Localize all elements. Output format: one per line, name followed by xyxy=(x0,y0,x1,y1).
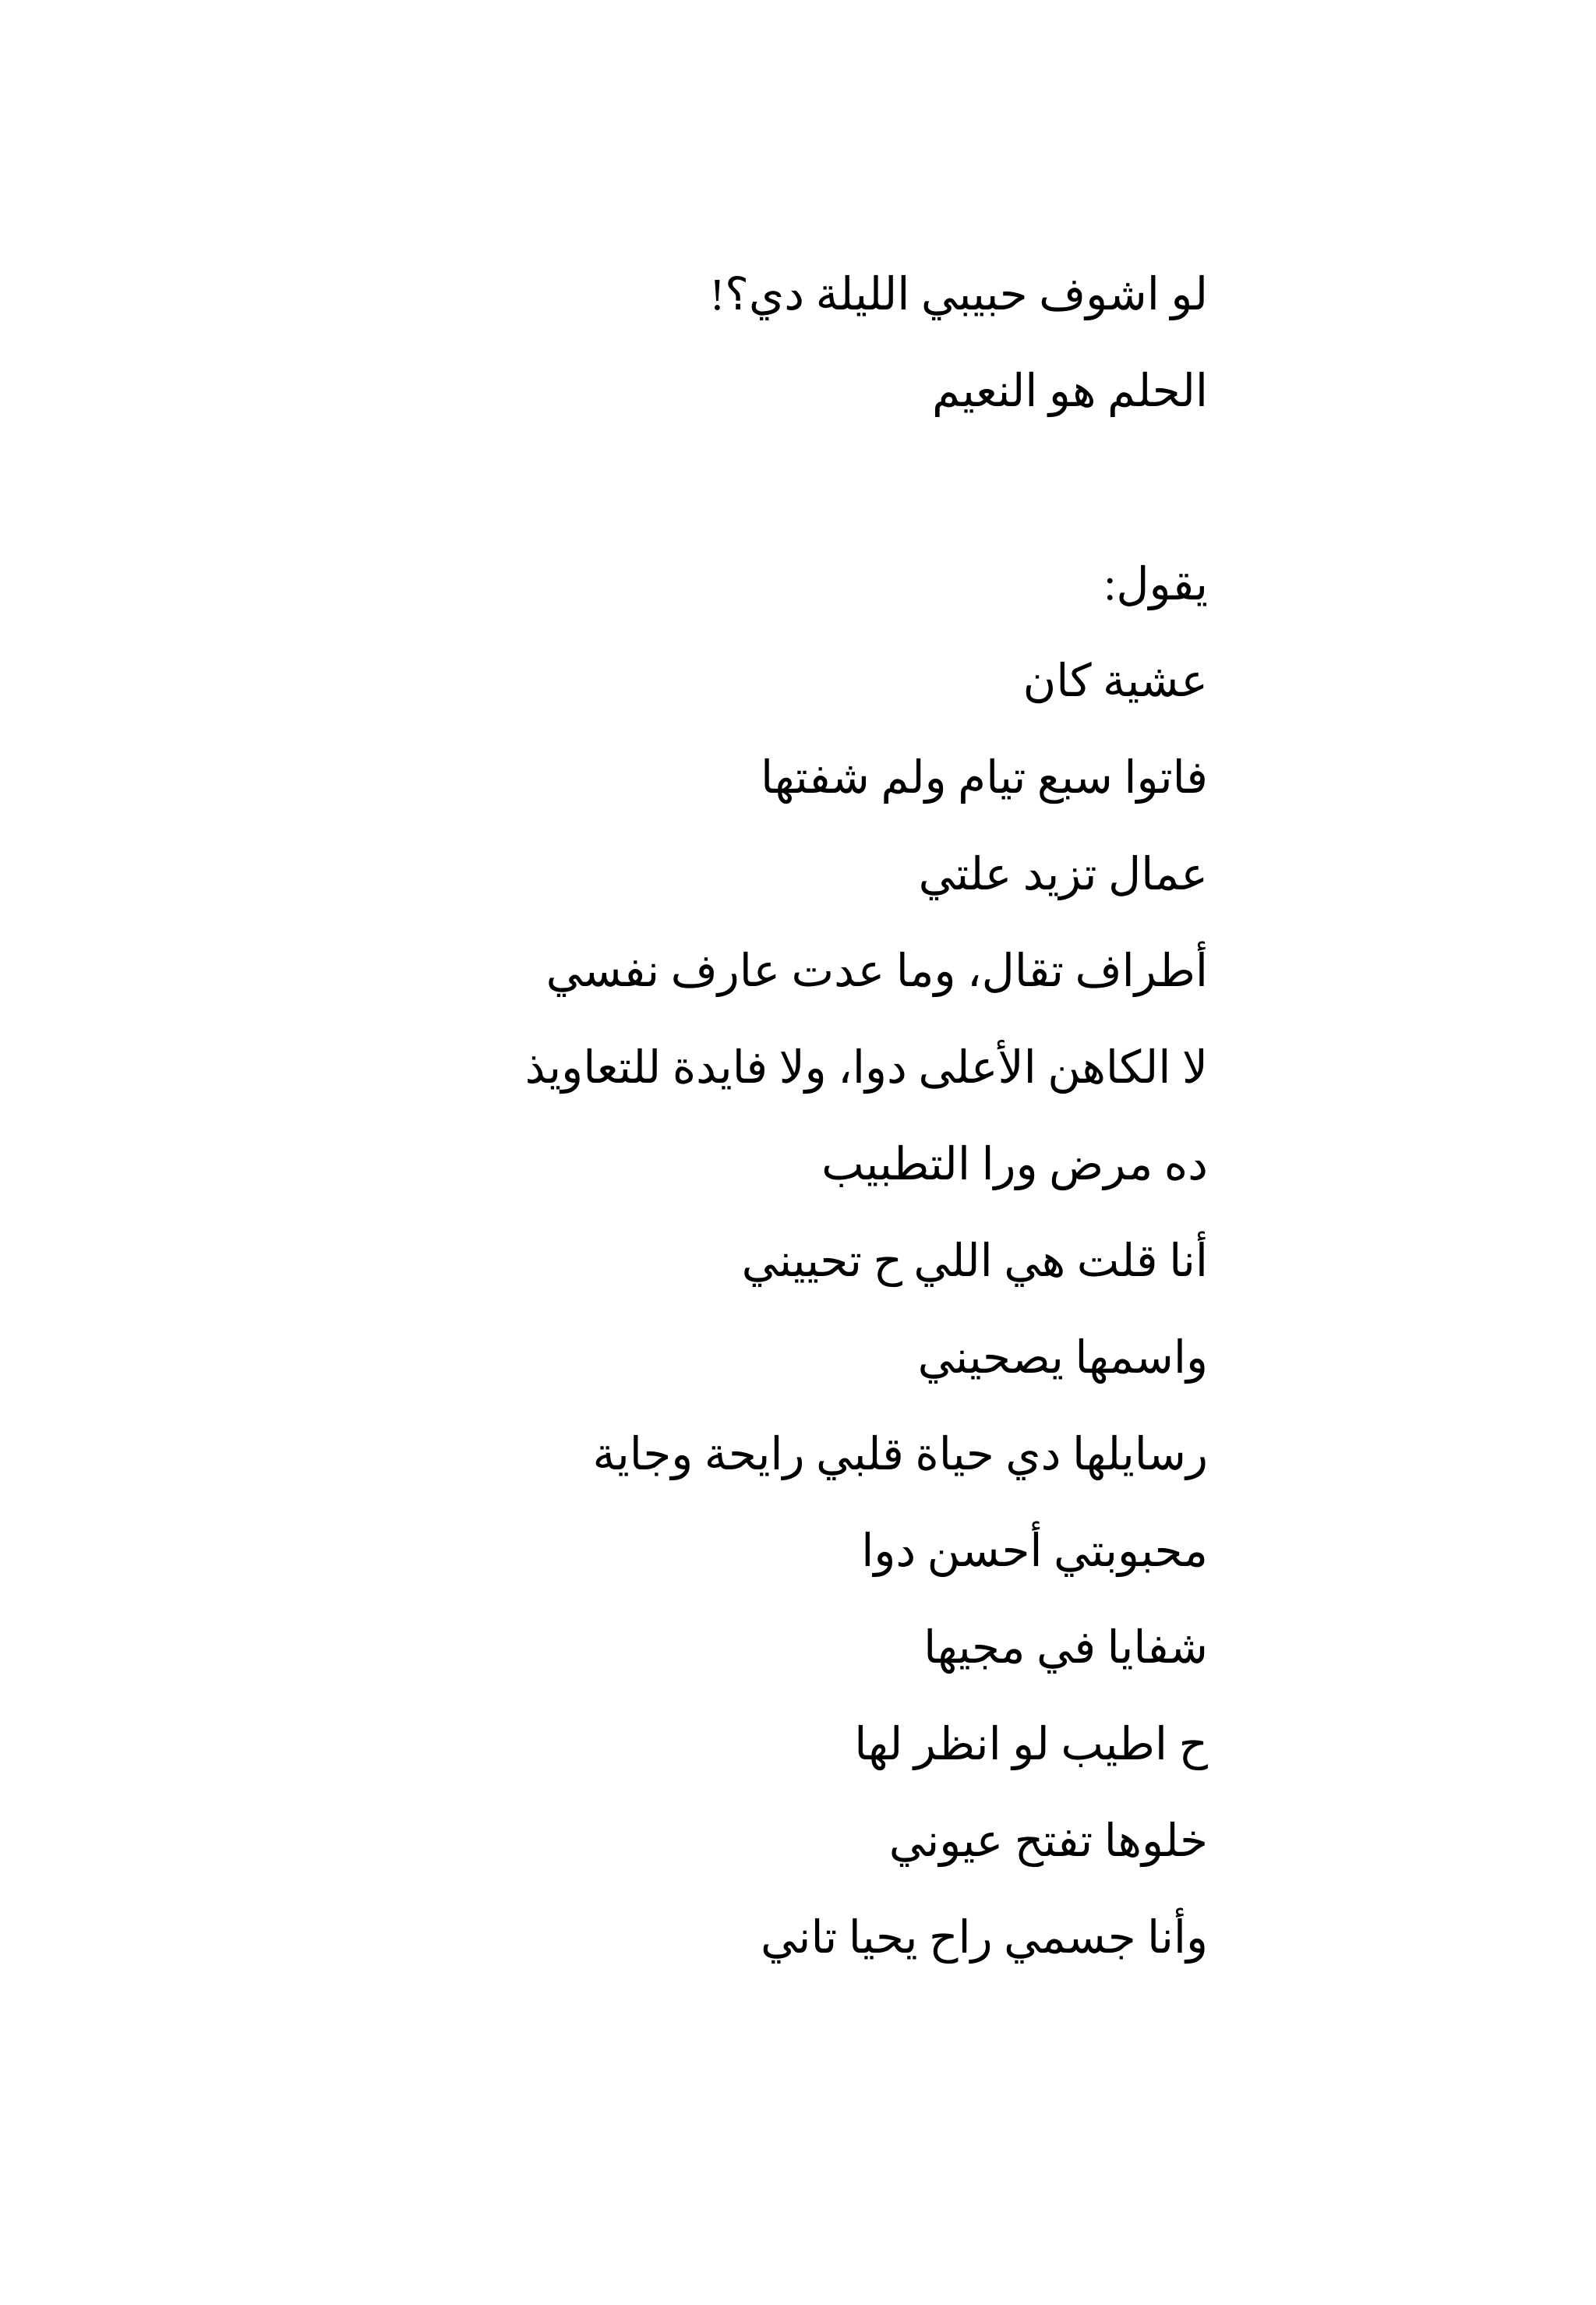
poem-line: أنا قلت هي اللي ح تحييني xyxy=(741,1236,1208,1286)
poem-line: يقول: xyxy=(1103,559,1208,610)
subtitle-line: الحلم هو النعيم xyxy=(932,366,1208,416)
poem-text xyxy=(351,246,1208,1986)
poem-line: ح اطيب لو انظر لها xyxy=(854,1719,1208,1769)
poem-line: لا الكاهن الأعلى دوا، ولا فايدة للتعاويذ xyxy=(524,1042,1208,1093)
poem-line: شفايا في مجيها xyxy=(923,1622,1208,1673)
poem-line: وأنا جسمي راح يحيا تاني xyxy=(760,1912,1208,1963)
poem-line: ده مرض ورا التطبيب xyxy=(821,1139,1208,1190)
poem-line: خلوها تفتح عيوني xyxy=(888,1815,1208,1866)
title-line: لو اشوف حبيبي الليلة دي؟! xyxy=(709,269,1208,320)
blank-line xyxy=(351,440,1208,536)
poem-line: واسمها يصحيني xyxy=(917,1332,1208,1383)
poem-line: رسايلها دي حياة قلبي رايحة وجاية xyxy=(592,1429,1208,1480)
poem-line: فاتوا سبع تيام ولم شفتها xyxy=(761,752,1208,803)
poem-line: عمال تزيد علتي xyxy=(918,849,1208,900)
poem-line: عشية كان xyxy=(1022,656,1208,706)
poem-line: أطراف تقال، وما عدت عارف نفسي xyxy=(546,946,1208,996)
poem-line: محبوبتي أحسن دوا xyxy=(861,1525,1208,1576)
